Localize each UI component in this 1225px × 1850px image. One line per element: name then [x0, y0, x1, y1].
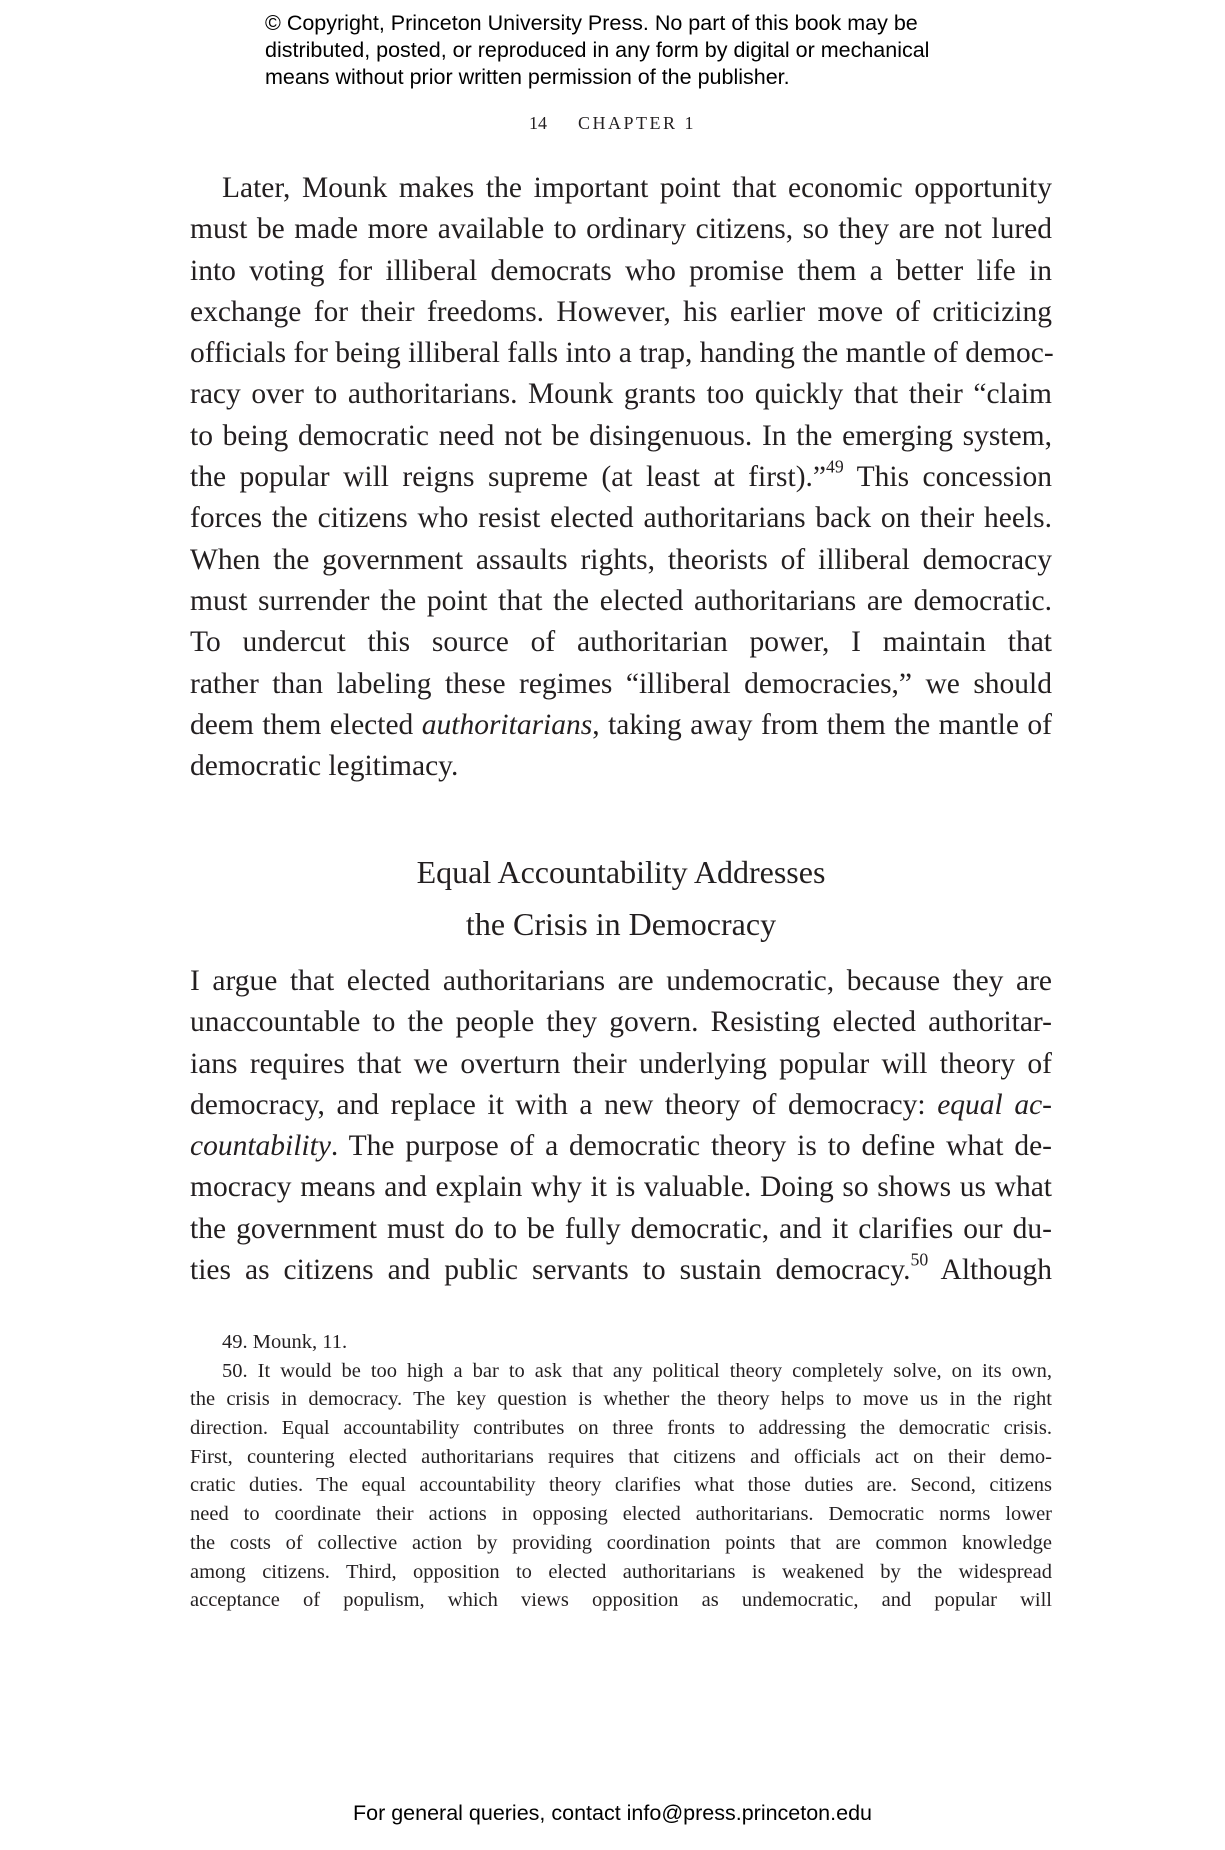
line-text: Although — [928, 1254, 1052, 1287]
footnote-ref-50[interactable]: 50 — [910, 1249, 929, 1270]
text-line: racy over to authoritarians. Mounk grants too quickly that their “claim — [190, 378, 1052, 411]
text-line — [190, 705, 1052, 746]
footnote-50-line: need to coordinate their actions in opposing elected authoritarians. Democratic norms lower — [190, 1503, 1052, 1526]
running-head — [0, 113, 1225, 134]
footnote-50-line: cratic duties. The equal accountability theory clarifies what those duties are. Second, citizens — [190, 1474, 1052, 1497]
section-heading — [190, 846, 1052, 950]
text-line: must surrender the point that the elected authoritarians are democratic. — [190, 584, 1052, 617]
footnote-50-line: First, countering elected authoritarians requires that citizens and officials act on their demo- — [190, 1445, 1052, 1468]
text-line — [190, 1085, 1052, 1126]
text-line — [190, 457, 1052, 498]
heading-line: Equal Accountability Addresses — [416, 854, 826, 890]
italic-text: countability — [190, 1130, 331, 1163]
text-line: ians requires that we overturn their underlying popular will theory of — [190, 1047, 1052, 1080]
line-text: , taking away from them the mantle of — [592, 708, 1052, 741]
copyright-line: distributed, posted, or reproduced in any form by digital or mechanical — [265, 38, 930, 62]
text-line: unaccountable to the people they govern. Resisting elected authoritar- — [190, 1006, 1052, 1039]
paragraph-2 — [190, 961, 1052, 1291]
line-text: ties as citizens and public servants to sustain democracy. — [190, 1254, 911, 1287]
footnote-50-line: direction. Equal accountability contributes on three fronts to addressing the democratic crisis. — [190, 1417, 1052, 1440]
footnote-ref-49[interactable]: 49 — [826, 456, 844, 477]
text-line: must be made more available to ordinary citizens, so they are not lured — [190, 213, 1052, 246]
copyright-line: means without prior written permission of the publisher. — [265, 65, 790, 89]
italic-text: authoritarians — [421, 708, 593, 741]
footnote-50-line: 50. It would be too high a bar to ask that any political theory completely solve, on its own, — [222, 1359, 1052, 1382]
footnote-49: 49. Mounk, 11. — [222, 1331, 348, 1353]
heading-line: the Crisis in Democracy — [465, 906, 777, 942]
line-text: democracy, and replace it with a new theory of democracy: — [190, 1088, 938, 1121]
text-line — [190, 1126, 1052, 1167]
contact-footer: For general queries, contact info@press.princeton.edu — [352, 1801, 872, 1825]
line-text: the popular will reigns supreme (at least at first).” — [190, 461, 827, 494]
italic-text: equal ac- — [937, 1088, 1052, 1121]
text-line: To undercut this source of authoritarian power, I maintain that — [190, 626, 1052, 659]
text-line: forces the citizens who resist elected authoritarians back on their heels. — [190, 502, 1052, 535]
footnote-50-line: the crisis in democracy. The key question is whether the theory helps to move us in the right — [190, 1388, 1052, 1411]
text-line: Later, Mounk makes the important point that economic opportunity — [222, 172, 1052, 204]
text-line: rather than labeling these regimes “illiberal democracies,” we should — [190, 667, 1052, 700]
text-line: I argue that elected authoritarians are undemocratic, because they are — [190, 965, 1052, 997]
text-line: to being democratic need not be disingenuous. In the emerging system, — [190, 419, 1052, 452]
text-line: When the government assaults rights, theorists of illiberal democracy — [190, 543, 1052, 576]
copyright-line: © Copyright, Princeton University Press. No part of this book may be — [265, 11, 918, 35]
text-line: exchange for their freedoms. However, his earlier move of criticizing — [190, 295, 1052, 328]
footnotes — [190, 1328, 1052, 1615]
line-text: This concession — [843, 461, 1052, 494]
line-text: . The purpose of a democratic theory is to define what de- — [330, 1130, 1052, 1163]
page-number: 14 — [528, 113, 547, 133]
copyright-notice — [265, 10, 985, 91]
footnote-50-line: acceptance of populism, which views opposition as undemocratic, and popular will — [190, 1589, 1052, 1612]
line-text: deem them elected — [190, 708, 422, 741]
paragraph-1 — [190, 168, 1052, 787]
footnote-50-line: the costs of collective action by providing coordination points that are common knowledge — [190, 1531, 1052, 1554]
text-line: the government must do to be fully democratic, and it clarifies our du- — [190, 1212, 1052, 1245]
text-line: officials for being illiberal falls into a trap, handing the mantle of democ- — [190, 337, 1054, 370]
text-line: democratic legitimacy. — [190, 750, 459, 783]
text-line: into voting for illiberal democrats who promise them a better life in — [190, 254, 1052, 287]
chapter-label: CHAPTER 1 — [577, 113, 696, 133]
text-line — [190, 1250, 1052, 1291]
text-line: mocracy means and explain why it is valuable. Doing so shows us what — [190, 1171, 1052, 1204]
footnote-50-line: among citizens. Third, opposition to elected authoritarians is weakened by the widespread — [190, 1560, 1052, 1583]
